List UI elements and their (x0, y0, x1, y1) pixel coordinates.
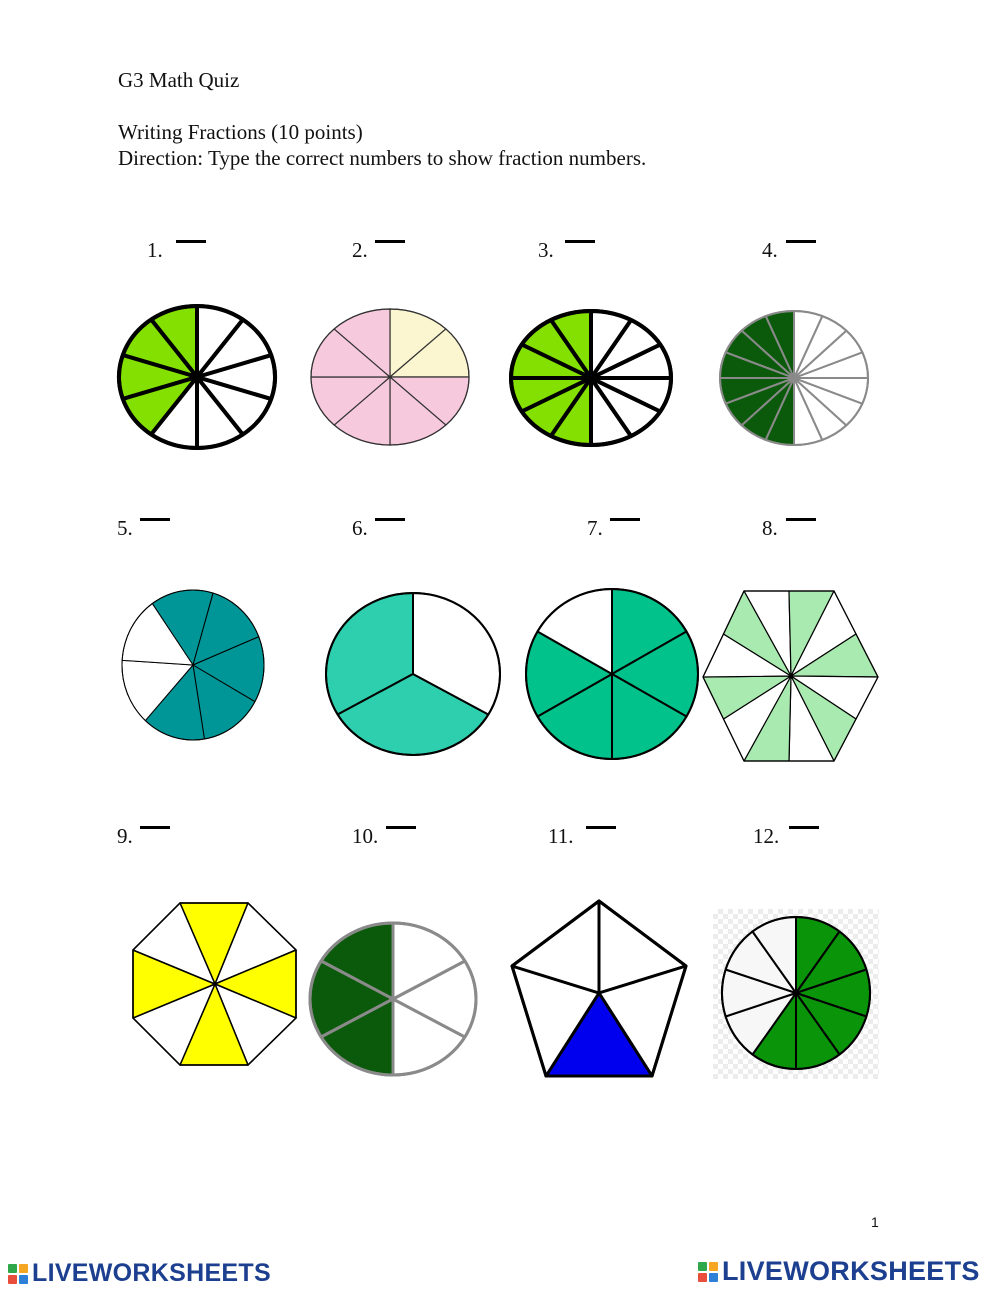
question-10-circle-fraction (307, 921, 479, 1081)
question-5-number: 5. (117, 516, 133, 540)
question-2-answer-blank[interactable] (375, 240, 405, 243)
question-2-number: 2. (352, 238, 368, 262)
question-11-number: 11. (548, 824, 574, 848)
question-9-number: 9. (117, 824, 133, 848)
question-5-answer-blank[interactable] (140, 518, 170, 521)
question-7-answer-blank[interactable] (610, 518, 640, 521)
question-1-answer-blank[interactable] (176, 240, 206, 243)
liveworksheets-logo-icon (698, 1262, 718, 1282)
question-9-answer-blank[interactable] (140, 826, 170, 829)
liveworksheets-logo-right[interactable] (698, 1256, 980, 1287)
question-4-answer-blank[interactable] (786, 240, 816, 243)
question-6-answer-blank[interactable] (375, 518, 405, 521)
question-3-answer-blank[interactable] (565, 240, 595, 243)
question-12-number: 12. (753, 824, 780, 848)
question-11-pentagon-fraction (508, 898, 690, 1080)
logo-icon-tile (19, 1275, 28, 1284)
logo-icon-tile (709, 1262, 718, 1271)
liveworksheets-logo-icon (8, 1264, 28, 1284)
direction-text: Direction: Type the correct numbers to show fraction numbers. (118, 146, 647, 170)
question-10-number: 10. (352, 824, 379, 848)
question-10-answer-blank[interactable] (386, 826, 416, 829)
question-3-number: 3. (538, 238, 554, 262)
logo-icon-tile (19, 1264, 28, 1273)
question-7-number: 7. (587, 516, 603, 540)
question-1-number: 1. (147, 238, 163, 262)
page-number: 1 (871, 1214, 879, 1230)
question-12-circle-fraction (713, 909, 879, 1079)
question-8-number: 8. (762, 516, 778, 540)
question-3-circle-fraction (507, 309, 677, 451)
logo-icon-tile (698, 1273, 707, 1282)
liveworksheets-logo-text: LIVEWORKSHEETS (32, 1259, 271, 1287)
logo-icon-tile (8, 1275, 17, 1284)
logo-icon-tile (8, 1264, 17, 1273)
question-9-octagon-fraction (130, 900, 300, 1068)
logo-icon-tile (698, 1262, 707, 1271)
liveworksheets-logo-left[interactable] (8, 1259, 271, 1288)
question-2-circle-fraction (309, 306, 474, 451)
question-1-circle-fraction (115, 302, 280, 452)
liveworksheets-logo-text: LIVEWORKSHEETS (722, 1256, 980, 1286)
question-8-hexagon-fraction (700, 588, 882, 764)
question-4-circle-fraction (717, 309, 872, 451)
question-8-answer-blank[interactable] (786, 518, 816, 521)
question-7-circle-fraction (522, 585, 702, 763)
logo-icon-tile (709, 1273, 718, 1282)
quiz-title: G3 Math Quiz (118, 68, 240, 92)
question-12-answer-blank[interactable] (789, 826, 819, 829)
question-11-answer-blank[interactable] (586, 826, 616, 829)
question-6-circle-fraction (322, 585, 504, 755)
question-6-number: 6. (352, 516, 368, 540)
section-title: Writing Fractions (10 points) (118, 120, 363, 144)
question-5-circle-fraction (118, 587, 270, 745)
question-4-number: 4. (762, 238, 778, 262)
